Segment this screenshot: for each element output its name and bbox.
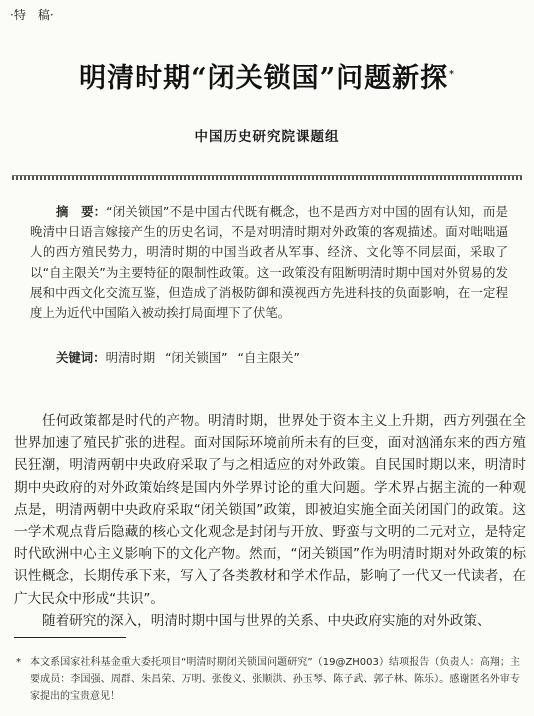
footnote-text: 本文系国家社科基金重大委托项目“明清时期闭关锁国问题研究”（19@ZH003）结项报告（负责人：高翔；主要成员：李国强、周群、朱昌荣、万明、张俊义、张顺洪、孙玉琴、陈子武、郭子林、陈乐）。感谢匿名外审专家提出的宝贵意见！ bbox=[30, 657, 520, 702]
author-line: 中国历史研究院课题组 bbox=[194, 129, 340, 145]
footnote bbox=[16, 654, 520, 705]
section-tag: ·特 稿· bbox=[10, 8, 54, 22]
title-note-mark: * bbox=[449, 70, 455, 80]
footnote-mark: * bbox=[16, 657, 21, 668]
abstract bbox=[30, 202, 508, 323]
footnote-rule bbox=[14, 637, 126, 638]
keywords-label: 关键词： bbox=[56, 350, 106, 365]
body-paragraph: 随着研究的深入，明清时期中国与世界的关系、中央政府实施的对外政策、 bbox=[42, 612, 491, 629]
header-divider bbox=[12, 175, 522, 180]
abstract-text: “闭关锁国”不是中国古代既有概念，也不是西方对中国的固有认知，而是晚清中日语言嫁接产生的历史名词，不是对明清时期对外政策的客观描述。面对咄咄逼人的西方殖民势力，明清时期的中国当政者从军事、经济、文化等不同层面，采取了以“自主限关”为主要特征的限制性政策。这一政策没有阻断明清时期中国对外贸易的发展和中西文化交流互鉴，但造成了消极防御和漠视西方先进科技的负面影响，在一定程度上为近代中国陷入被动挨打局面埋下了伏笔。 bbox=[30, 204, 508, 321]
article-title bbox=[0, 56, 534, 95]
body-text bbox=[14, 410, 526, 632]
keywords bbox=[56, 348, 310, 366]
keyword-item: “自主限关” bbox=[237, 350, 300, 365]
keyword-item: “闭关锁国” bbox=[165, 350, 228, 365]
article-title-text: 明清时期“闭关锁国”问题新探 bbox=[79, 63, 449, 94]
keyword-item: 明清时期 bbox=[105, 350, 156, 365]
abstract-label: 摘 要： bbox=[56, 204, 107, 219]
body-paragraph: 任何政策都是时代的产物。明清时期，世界处于资本主义上升期，西方列强在全世界加速了殖民扩张的进程。面对国际环境前所未有的巨变，面对汹涌东来的西方殖民狂潮，明清两朝中央政府采取了与之相适应的对外政策。自民国时期以来，明清时期中央政府的对外政策始终是国内外学界讨论的重大问题。学术界占据主流的一种观点是，明清两朝中央政府采取“闭关锁国”政策，即被迫实施全面关闭国门的政策。这一学术观点背后隐藏的核心文化观念是封闭与开放、野蛮与文明的二元对立，是特定时代欧洲中心主义影响下的文化产物。然而，“闭关锁国”作为明清时期对外政策的标识性概念，长期传承下来，写入了各类教材和学术作品，影响了一代又一代读者，在广大民众中形成“共识”。 bbox=[14, 413, 526, 607]
